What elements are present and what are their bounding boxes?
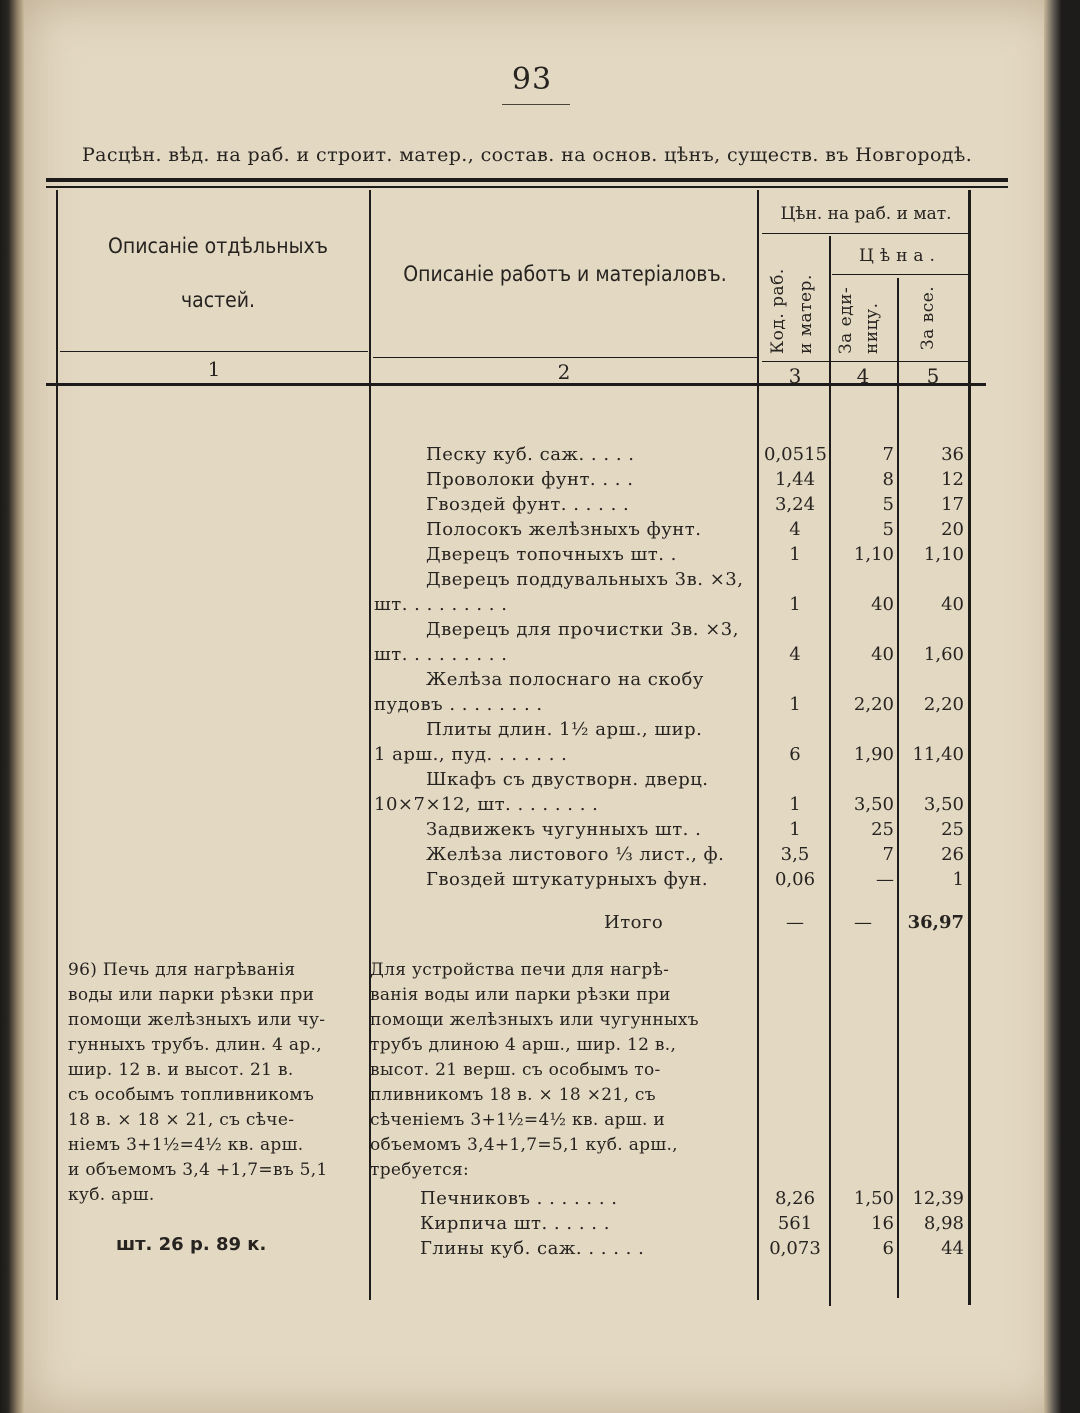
item-unit-price: 7: [882, 844, 894, 865]
item-text: Проволоки фунт. . . .: [426, 469, 634, 490]
item-quantity: 1,44: [774, 469, 816, 490]
desc-line: помощи желѣзныхъ или чу-: [68, 1010, 326, 1030]
item-quantity: 1: [789, 544, 801, 565]
item-text-cont: шт. . . . . . . . .: [374, 594, 508, 615]
item-text: Печниковъ . . . . . . .: [420, 1188, 618, 1209]
item-unit-price: 3,50: [853, 794, 894, 815]
item-quantity: 3,5: [780, 844, 810, 865]
total-value: 36,97: [907, 912, 964, 933]
col4-header-line2: ницу.: [862, 302, 882, 354]
page-number: 93: [511, 62, 553, 97]
top-rule-thick: [46, 178, 1008, 182]
item-quantity: 1: [789, 694, 801, 715]
item-text: Дверецъ поддувальныхъ 3в. ×3,: [426, 569, 744, 590]
item-unit-price: 16: [871, 1213, 894, 1234]
work-line: помощи желѣзныхъ или чугунныхъ: [370, 1010, 699, 1030]
section-96-description: [68, 958, 328, 1208]
page-header: Расцѣн. вѣд. на раб. и строит. матер., состав. на основ. цѣнъ, существ. въ Новгородѣ.: [82, 144, 973, 166]
item-unit-price: 1,90: [853, 744, 894, 765]
item-total-price: 12,39: [912, 1188, 964, 1209]
item-quantity: 3,24: [774, 494, 816, 515]
item-total-price: 26: [941, 844, 964, 865]
book-spine: [0, 0, 24, 1413]
item-quantity: 561: [777, 1213, 813, 1234]
item-text: Желѣза листового ⅓ лист., ф.: [426, 844, 725, 865]
item-unit-price: 25: [871, 819, 894, 840]
item-total-price: 25: [941, 819, 964, 840]
col1-header-line2: частей.: [180, 288, 256, 312]
prices-group-rule: [762, 233, 968, 234]
top-rule-thin: [46, 186, 1008, 188]
item-text-cont: шт. . . . . . . . .: [374, 644, 508, 665]
col1-number-rule: [60, 351, 368, 352]
item-total-price: 36: [941, 444, 964, 465]
item-total-price: 1,60: [923, 644, 964, 665]
item-text: Песку куб. саж. . . . .: [426, 444, 635, 465]
item-quantity: 4: [789, 644, 801, 665]
page-number-rule: [502, 104, 570, 105]
total-qty: —: [786, 912, 804, 933]
section-96-work-description: [370, 958, 699, 1183]
work-line: ванiя воды или парки рѣзки при: [370, 985, 671, 1005]
desc-line: и объемомъ 3,4 +1,7=въ 5,1: [68, 1160, 328, 1180]
col5-header: За все.: [918, 285, 938, 350]
cols-number-rule: [762, 361, 968, 362]
item-text: Задвижекъ чугунныхъ шт. .: [426, 819, 702, 840]
item-text: Гвоздей фунт. . . . . .: [426, 494, 630, 515]
total-label: Итого: [604, 912, 664, 933]
item-text: Шкафъ съ двустворн. дверц.: [426, 769, 709, 790]
desc-line: съ особымъ топливникомъ: [68, 1085, 315, 1105]
desc-line: нiемъ 3+1½=4½ кв. арш.: [68, 1135, 304, 1155]
item-unit-price: 6: [882, 1238, 894, 1259]
item-text: Желѣза полоснаго на скобу: [426, 669, 704, 690]
col2-divider: [757, 190, 759, 1300]
desc-line: воды или парки рѣзки при: [68, 985, 315, 1005]
price-sub-rule: [832, 274, 968, 275]
item-text: Плиты длин. 1½ арш., шир.: [426, 719, 703, 740]
desc-line: шир. 12 в. и высот. 21 в.: [68, 1060, 294, 1080]
work-line: требуется:: [370, 1160, 470, 1180]
item-unit-price: 40: [871, 594, 894, 615]
item-total-price: 11,40: [912, 744, 964, 765]
col4-divider: [897, 278, 899, 1298]
total-unit: —: [854, 912, 872, 933]
item-total-price: 44: [941, 1238, 964, 1259]
item-unit-price: 5: [882, 494, 894, 515]
item-unit-price: 1,50: [853, 1188, 894, 1209]
col-number-1: 1: [207, 357, 221, 381]
work-line: пливникомъ 18 в. × 18 ×21, съ: [370, 1085, 656, 1105]
item-quantity: 0,0515: [764, 444, 827, 465]
item-total-price: 20: [941, 519, 964, 540]
item-quantity: 1: [789, 594, 801, 615]
item-unit-price: 1,10: [853, 544, 894, 565]
item-total-price: 12: [941, 469, 964, 490]
col2-header: Описанiе работъ и матерiаловъ.: [403, 262, 727, 286]
item-text: Кирпича шт. . . . . .: [420, 1213, 610, 1234]
item-unit-price: 2,20: [853, 694, 894, 715]
work-line: высот. 21 верш. съ особымъ то-: [370, 1060, 661, 1080]
col2-number-rule: [373, 357, 757, 358]
col3-header-line2: и матер.: [796, 274, 816, 354]
item-text-cont: 1 арш., пуд. . . . . . .: [374, 744, 568, 765]
item-quantity: 6: [789, 744, 801, 765]
col-number-2: 2: [557, 360, 571, 384]
prices-group-header: Цѣн. на раб. и мат.: [780, 204, 952, 224]
item-quantity: 1: [789, 819, 801, 840]
section-96-price: шт. 26 р. 89 к.: [116, 1234, 267, 1255]
col-number-4: 4: [856, 364, 870, 388]
work-line: трубъ длиною 4 арш., шир. 12 в.,: [370, 1035, 677, 1055]
item-text: Дверецъ для прочистки 3в. ×3,: [426, 619, 739, 640]
right-border: [968, 190, 971, 1305]
desc-line: гунныхъ трубъ. длин. 4 ар.,: [68, 1035, 322, 1055]
col1-header-line1: Описанiе отдѣльныхъ: [107, 234, 329, 258]
item-text-cont: пудовъ . . . . . . . .: [374, 694, 543, 715]
item-total-price: 1: [952, 869, 964, 890]
item-total-price: 2,20: [923, 694, 964, 715]
item-total-price: 17: [941, 494, 964, 515]
item-text: Глины куб. саж. . . . . .: [420, 1238, 645, 1259]
item-total-price: 3,50: [923, 794, 964, 815]
item-unit-price: —: [876, 869, 894, 890]
scanned-page: [24, 0, 1062, 1413]
item-unit-price: 5: [882, 519, 894, 540]
work-line: Для устройства печи для нагрѣ-: [370, 960, 670, 980]
item-quantity: 0,073: [769, 1238, 821, 1259]
item-text: Гвоздей штукатурныхъ фун.: [426, 869, 709, 890]
desc-line: куб. арш.: [68, 1185, 155, 1205]
item-text: Дверецъ топочныхъ шт. .: [426, 544, 677, 565]
item-total-price: 1,10: [923, 544, 964, 565]
page-edge: [1044, 0, 1062, 1413]
item-quantity: 8,26: [774, 1188, 816, 1209]
col-number-5: 5: [926, 364, 940, 388]
col3-divider: [829, 236, 831, 1306]
item-quantity: 0,06: [774, 869, 816, 890]
item-unit-price: 8: [882, 469, 894, 490]
desc-line: 18 в. × 18 × 21, съ сѣче-: [68, 1110, 295, 1130]
work-line: объемомъ 3,4+1,7=5,1 куб. арш.,: [370, 1135, 678, 1155]
item-total-price: 8,98: [923, 1213, 964, 1234]
work-line: сѣченiемъ 3+1½=4½ кв. арш. и: [370, 1110, 666, 1130]
desc-line: 96) Печь для нагрѣванiя: [68, 960, 296, 980]
item-quantity: 1: [789, 794, 801, 815]
price-sub-header: Цѣна.: [859, 246, 941, 266]
item-total-price: 40: [941, 594, 964, 615]
item-text-cont: 10×7×12, шт. . . . . . . .: [374, 794, 599, 815]
item-unit-price: 7: [882, 444, 894, 465]
col4-header-line1: За еди-: [836, 286, 856, 354]
item-text: Полосокъ желѣзныхъ фунт.: [426, 519, 702, 540]
col-number-3: 3: [788, 364, 802, 388]
item-quantity: 4: [789, 519, 801, 540]
item-unit-price: 40: [871, 644, 894, 665]
left-border: [56, 190, 58, 1300]
col3-header-line1: Код. раб.: [768, 268, 788, 354]
